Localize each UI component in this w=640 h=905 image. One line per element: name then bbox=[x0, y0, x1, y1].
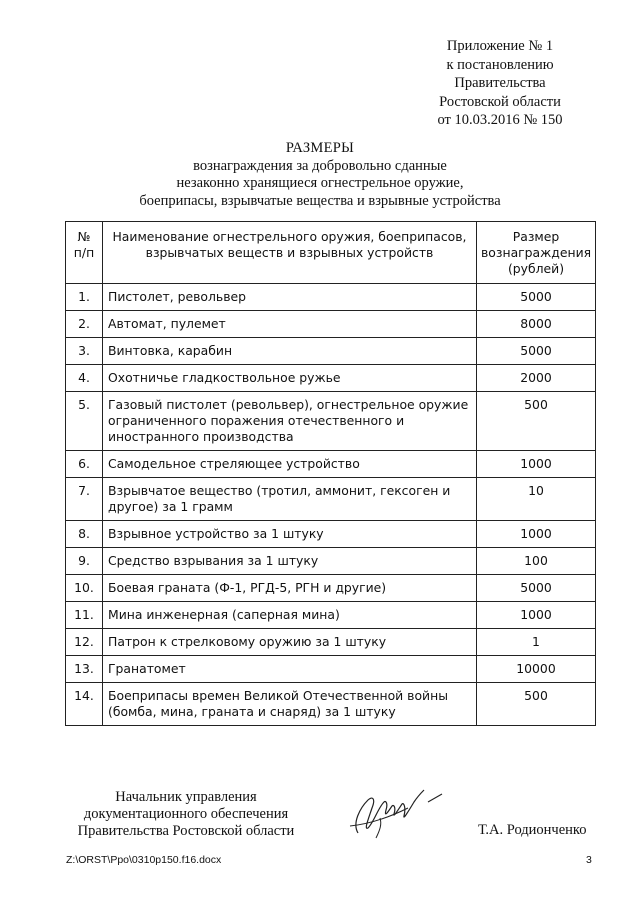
table-row bbox=[66, 683, 596, 726]
title-heading: РАЗМЕРЫ bbox=[285, 140, 355, 156]
row-number: 1. bbox=[66, 284, 103, 311]
row-number: 7. bbox=[66, 478, 103, 521]
appendix-line: Ростовской области bbox=[439, 93, 561, 110]
row-item-name: Автомат, пулемет bbox=[103, 311, 477, 338]
row-amount: 1000 bbox=[477, 451, 596, 478]
table-row bbox=[66, 311, 596, 338]
row-amount: 2000 bbox=[477, 365, 596, 392]
appendix-line: от 10.03.2016 № 150 bbox=[437, 112, 563, 128]
row-item-name: Винтовка, карабин bbox=[103, 338, 477, 365]
position-line: Начальник управления bbox=[115, 789, 257, 805]
row-item-name: Самодельное стреляющее устройство bbox=[103, 451, 477, 478]
appendix-line: Правительства bbox=[454, 75, 546, 91]
row-item-name: Взрывчатое вещество (тротил, аммонит, гексоген и другое) за 1 грамм bbox=[103, 478, 477, 521]
row-item-name: Мина инженерная (саперная мина) bbox=[103, 602, 477, 629]
table-row bbox=[66, 338, 596, 365]
row-number: 11. bbox=[66, 602, 103, 629]
header-amount: Размер вознаграждения (рублей) bbox=[477, 222, 596, 284]
row-number: 4. bbox=[66, 365, 103, 392]
row-number: 9. bbox=[66, 548, 103, 575]
row-item-name: Взрывное устройство за 1 штуку bbox=[103, 521, 477, 548]
table-row bbox=[66, 478, 596, 521]
rewards-table bbox=[65, 221, 596, 726]
table-row bbox=[66, 392, 596, 451]
row-amount: 5000 bbox=[477, 284, 596, 311]
table-row bbox=[66, 521, 596, 548]
row-number: 8. bbox=[66, 521, 103, 548]
row-amount: 500 bbox=[477, 683, 596, 726]
row-item-name: Средство взрывания за 1 штуку bbox=[103, 548, 477, 575]
row-item-name: Патрон к стрелковому оружию за 1 штуку bbox=[103, 629, 477, 656]
table-header-row bbox=[66, 222, 596, 284]
row-number: 3. bbox=[66, 338, 103, 365]
row-number: 5. bbox=[66, 392, 103, 451]
title-line: боеприпасы, взрывчатые вещества и взрывные устройства bbox=[139, 192, 501, 209]
row-amount: 5000 bbox=[477, 338, 596, 365]
row-amount: 8000 bbox=[477, 311, 596, 338]
table-row bbox=[66, 365, 596, 392]
row-number: 13. bbox=[66, 656, 103, 683]
row-number: 14. bbox=[66, 683, 103, 726]
table-row bbox=[66, 451, 596, 478]
table-row bbox=[66, 575, 596, 602]
table-row bbox=[66, 602, 596, 629]
row-amount: 10 bbox=[477, 478, 596, 521]
table-row bbox=[66, 629, 596, 656]
title-line: вознаграждения за добровольно сданные bbox=[193, 157, 447, 174]
row-number: 6. bbox=[66, 451, 103, 478]
position-line: документационного обеспечения bbox=[83, 806, 289, 822]
row-item-name: Пистолет, револьвер bbox=[103, 284, 477, 311]
position-line: Правительства Ростовской области bbox=[77, 823, 295, 839]
header-name: Наименование огнестрельного оружия, боеприпасов, взрывчатых веществ и взрывных устройств bbox=[103, 222, 477, 284]
row-amount: 5000 bbox=[477, 575, 596, 602]
row-item-name: Боеприпасы времен Великой Отечественной войны (бомба, мина, граната и снаряд) за 1 штуку bbox=[103, 683, 477, 726]
header-num: № п/п bbox=[66, 222, 103, 284]
signatory-name: Т.А. Родионченко bbox=[478, 822, 587, 838]
row-number: 2. bbox=[66, 311, 103, 338]
appendix-line: Приложение № 1 bbox=[446, 38, 554, 54]
row-amount: 1000 bbox=[477, 602, 596, 629]
row-item-name: Гранатомет bbox=[103, 656, 477, 683]
handwritten-signature bbox=[338, 778, 458, 848]
signatory-position bbox=[70, 789, 302, 840]
appendix-line: к постановлению bbox=[446, 56, 554, 73]
document-title bbox=[100, 140, 540, 210]
row-amount: 1 bbox=[477, 629, 596, 656]
table-row bbox=[66, 284, 596, 311]
row-amount: 500 bbox=[477, 392, 596, 451]
row-item-name: Боевая граната (Ф-1, РГД-5, РГН и другие) bbox=[103, 575, 477, 602]
table-row bbox=[66, 548, 596, 575]
row-amount: 100 bbox=[477, 548, 596, 575]
row-item-name: Газовый пистолет (револьвер), огнестрельное оружие ограниченного поражения отечественного и иностранного производства bbox=[103, 392, 477, 451]
row-amount: 10000 bbox=[477, 656, 596, 683]
row-number: 10. bbox=[66, 575, 103, 602]
appendix-reference bbox=[420, 37, 580, 130]
row-number: 12. bbox=[66, 629, 103, 656]
row-item-name: Охотничье гладкоствольное ружье bbox=[103, 365, 477, 392]
title-line: незаконно хранящиеся огнестрельное оружие, bbox=[176, 175, 464, 191]
footer-file-path: Z:\ORST\Ppo\0310p150.f16.docx bbox=[66, 854, 222, 866]
table-row bbox=[66, 656, 596, 683]
page-number: 3 bbox=[586, 854, 592, 866]
row-amount: 1000 bbox=[477, 521, 596, 548]
